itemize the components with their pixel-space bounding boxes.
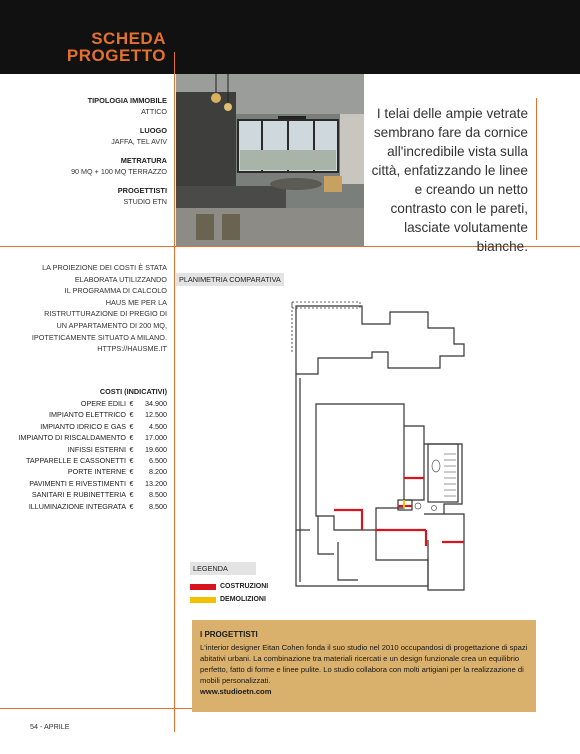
spec-size [8,156,167,177]
designers-text: L'interior designer Eitan Cohen fonda il suo studio nel 2010 occupandosi di progettazione di spazi abitativi urbani. La combinazione tra materiali ricercati e un design funzionale crea un equilibrio perfetto, fatto di forme e linee pulite. Lo studio collabora con molti artigiani per la realizzazione di mobili personalizzati. [200,643,528,685]
spec-designers [8,186,167,207]
title-line-2: PROGETTO [66,46,166,65]
legend-title: LEGENDA [190,562,256,575]
cost-currency: € [129,501,134,511]
intro-line: IL PROGRAMMA DI CALCOLO [64,286,167,296]
cost-row [4,432,167,443]
cost-currency: € [129,399,134,408]
vertical-rule [174,52,175,732]
cost-label: PAVIMENTI E RIVESTIMENTI [29,478,126,488]
legend-item-demolitions [190,593,270,606]
designers-title: I PROGETTISTI [200,630,258,639]
spec-label: METRATURA [120,156,167,165]
floor-plan [278,294,474,592]
intro-line: IPOTETICAMENTE SITUATO A MILANO. [31,332,167,342]
spec-type [8,96,167,117]
cost-row [4,501,167,512]
cost-value: 12.500 [145,410,167,420]
cost-value: 34.900 [145,399,167,408]
cost-value: 19.600 [145,444,167,454]
cost-label: OPERE EDILI [80,399,126,408]
cost-label: INFISSI ESTERNI [67,444,126,454]
intro-line: HTTPS://HAUSME.IT [97,344,167,354]
cost-currency: € [129,410,134,420]
legend-swatch-red [190,584,216,590]
cost-label: SANITARI E RUBINETTERIA [31,490,126,500]
pull-quote: I telai delle ampie vetrate sembrano fare da cornice all'incredibile vista sulla città, enfatizzando le linee e creando un netto contrasto con le pareti, lasciate volutamente bianche. [371,106,528,254]
cost-label: IMPIANTO DI RISCALDAMENTO [18,433,126,443]
intro-line: ELABORATA UTILIZZANDO [74,274,167,284]
spec-location [8,126,167,147]
spec-label: TIPOLOGIA IMMOBILE [87,96,167,105]
cost-value: 8.500 [149,490,167,500]
cost-currency: € [129,444,134,454]
cost-row [4,398,167,409]
cost-row [4,478,167,489]
page-folio: 54 - APRILE [30,722,70,731]
cost-currency: € [129,433,134,443]
cost-currency: € [129,421,134,431]
spec-value: STUDIO ETN [123,197,167,206]
intro-line: RISTRUTTURAZIONE DI PREGIO DI [44,309,167,319]
legend-label: DEMOLIZIONI [220,596,266,603]
cost-value: 13.200 [145,478,167,488]
title-line-1: SCHEDA [91,29,166,48]
spec-value: 90 MQ + 100 MQ TERRAZZO [71,167,167,176]
spec-value: JAFFA, TEL AVIV [111,137,167,146]
cost-row [4,409,167,420]
legend-label: COSTRUZIONI [220,583,269,590]
designers-website-link[interactable]: www.studioetn.com [200,687,272,696]
project-specs [8,96,167,216]
cost-currency: € [129,478,134,488]
intro-line: LA PROIEZIONE DEI COSTI È STATA [42,263,167,272]
plan-label: PLANIMETRIA COMPARATIVA [176,273,284,286]
quote-rule [536,98,537,240]
spec-label: LUOGO [139,126,167,135]
cost-row [4,455,167,466]
cost-value: 17.000 [145,433,167,443]
cost-row [4,489,167,500]
intro-line: HAUS ME PER LA [105,297,167,307]
legend-swatch-yellow [190,597,216,603]
cost-value: 8.500 [149,501,167,511]
cost-label: PORTE INTERNE [67,467,126,477]
cost-label: IMPIANTO ELETTRICO [49,410,126,420]
cost-currency: € [129,490,134,500]
spec-label: PROGETTISTI [117,186,167,195]
costs-table [4,386,167,512]
horizontal-rule-bottom [0,708,196,709]
intro-line: UN APPARTAMENTO DI 200 MQ, [56,320,167,330]
spec-value: ATTICO [141,107,167,116]
legend-item-constructions [190,580,270,593]
cost-row [4,466,167,477]
cost-label: TAPPARELLE E CASSONETTI [26,456,126,466]
cost-row [4,444,167,455]
plan-legend [190,562,270,606]
cost-label: IMPIANTO IDRICO E GAS [40,421,126,431]
designers-box [192,620,536,712]
cost-value: 8.200 [149,467,167,477]
cost-row [4,421,167,432]
cost-value: 6.500 [149,456,167,466]
cost-value: 4.500 [149,421,167,431]
cost-intro [30,262,167,355]
interior-photo-illustration [176,74,364,246]
costs-title: COSTI (INDICATIVI) [99,387,167,396]
cost-currency: € [129,456,134,466]
page-title [0,30,166,64]
cost-currency: € [129,467,134,477]
interior-photo [176,74,364,246]
cost-label: ILLUMINAZIONE INTEGRATA [28,501,126,511]
